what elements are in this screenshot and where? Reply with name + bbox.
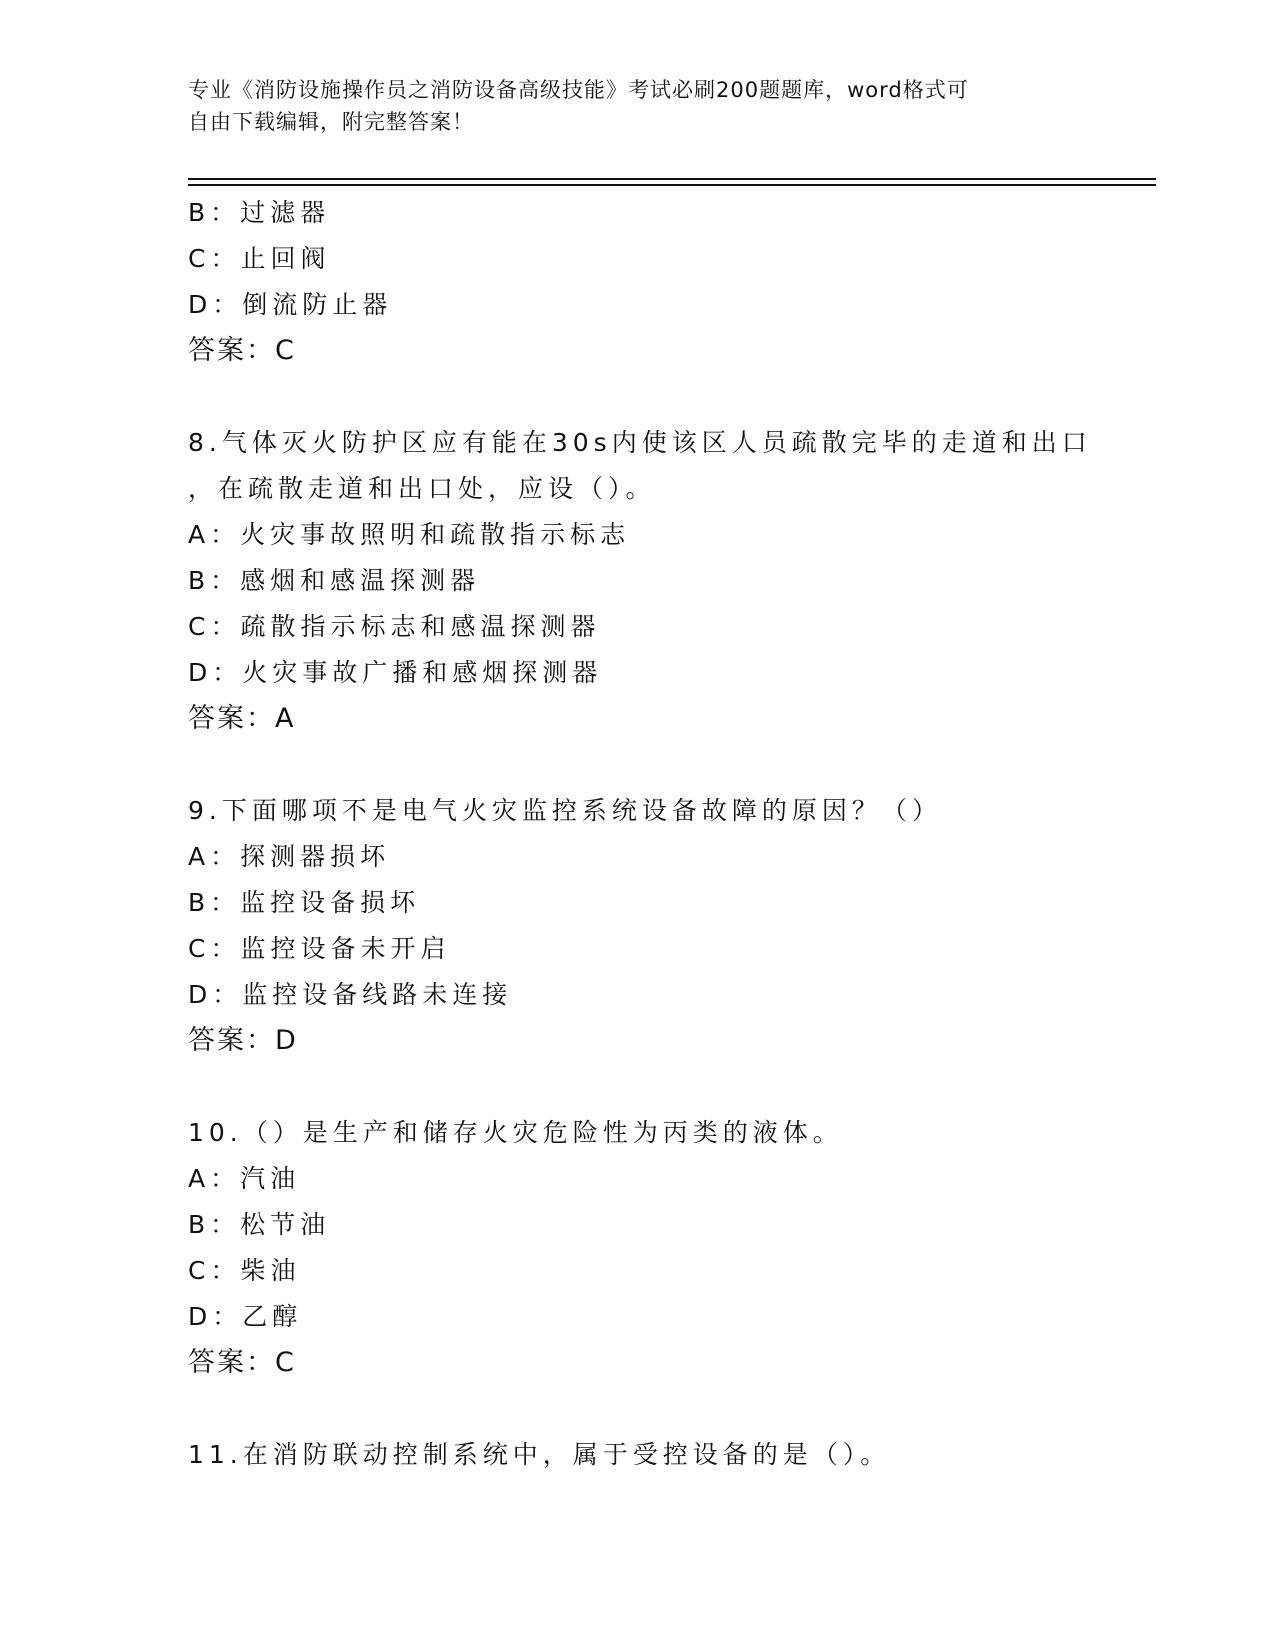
option-c: C：疏散指示标志和感温探测器: [188, 612, 601, 641]
option-d: D：倒流防止器: [188, 290, 393, 319]
option-d: D：乙醇: [188, 1302, 303, 1331]
question-stem: 10.（）是生产和储存火灾危险性为丙类的液体。: [188, 1118, 843, 1147]
spacer: [188, 1064, 1118, 1110]
answer-line: 答案：D: [188, 1025, 298, 1056]
question-7-continued: [188, 190, 1118, 374]
spacer: [188, 742, 1118, 788]
document-header: [188, 74, 1088, 138]
header-divider-top: [188, 178, 1156, 180]
spacer: [188, 1386, 1118, 1432]
answer-line: 答案：C: [188, 1347, 296, 1378]
answer-line: 答案：A: [188, 703, 296, 734]
question-stem-line2: ，在疏散走道和出口处，应设（）。: [188, 474, 656, 503]
option-b: B：过滤器: [188, 198, 331, 227]
option-b: B：监控设备损坏: [188, 888, 421, 917]
option-c: C：止回阀: [188, 244, 331, 273]
spacer: [188, 374, 1118, 420]
question-list: [188, 190, 1118, 1478]
question-stem-line1: 8.气体灭火防护区应有能在30s内使该区人员疏散完毕的走道和出口: [188, 428, 1092, 457]
option-d: D：监控设备线路未连接: [188, 980, 513, 1009]
answer-line: 答案：C: [188, 335, 296, 366]
option-a: A：探测器损坏: [188, 842, 391, 871]
header-title-line1: 专业《消防设施操作员之消防设备高级技能》考试必刷200题题库，word格式可: [188, 78, 969, 102]
question-8: [188, 420, 1118, 742]
question-9: [188, 788, 1118, 1064]
option-c: C：监控设备未开启: [188, 934, 451, 963]
question-stem: 11.在消防联动控制系统中，属于受控设备的是（）。: [188, 1440, 891, 1469]
header-divider-bottom: [188, 184, 1156, 186]
option-b: B：松节油: [188, 1210, 331, 1239]
option-a: A：汽油: [188, 1164, 301, 1193]
question-11: [188, 1432, 1118, 1478]
option-d: D：火灾事故广播和感烟探测器: [188, 658, 603, 687]
option-a: A：火灾事故照明和疏散指示标志: [188, 520, 631, 549]
option-c: C：柴油: [188, 1256, 301, 1285]
question-stem: 9.下面哪项不是电气火灾监控系统设备故障的原因？（）: [188, 796, 942, 825]
option-b: B：感烟和感温探测器: [188, 566, 481, 595]
header-title-line2: 自由下载编辑，附完整答案！: [188, 110, 474, 134]
question-10: [188, 1110, 1118, 1386]
